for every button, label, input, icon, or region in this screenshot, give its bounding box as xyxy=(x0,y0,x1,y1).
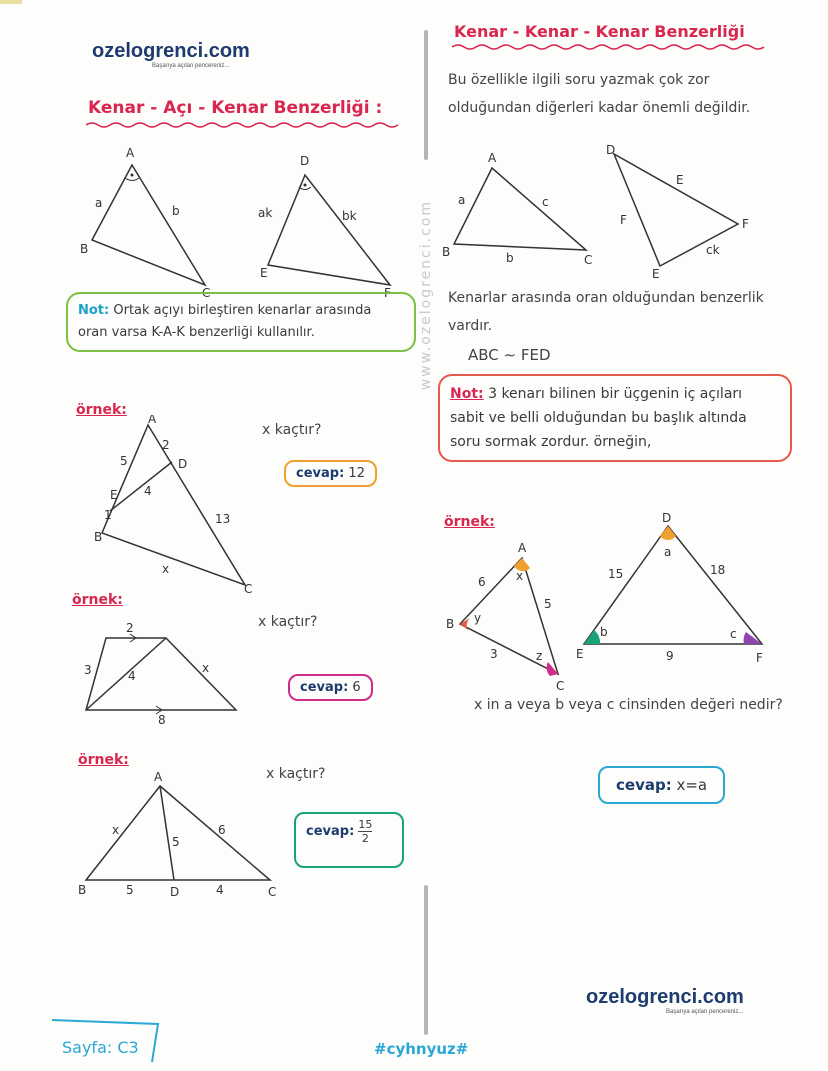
ex1-answer: 12 xyxy=(348,466,365,481)
right-ex-figure xyxy=(440,508,780,698)
left-note-label: Not: xyxy=(78,303,110,318)
rex-F: F xyxy=(756,651,763,665)
logo-tagline: Başarıya açılan pencereniz... xyxy=(152,63,230,69)
sss-A: A xyxy=(488,151,497,165)
logo-bottom-tagline: Başarıya açılan pencereniz... xyxy=(666,1009,744,1015)
label-E: E xyxy=(260,266,268,280)
sss-triangle-abc xyxy=(454,168,586,250)
ex1-5: 5 xyxy=(120,454,128,468)
ex3-C: C xyxy=(268,885,277,899)
sas-figure xyxy=(80,145,410,300)
ex2-3: 3 xyxy=(84,663,92,677)
rex-B: B xyxy=(446,617,455,631)
ex1-E: E xyxy=(110,488,118,502)
sss-D: D xyxy=(606,143,616,157)
triangle-abc xyxy=(92,165,205,285)
rex-x: x xyxy=(516,569,524,583)
ex3-5: 5 xyxy=(172,835,180,849)
sss-F-label: F xyxy=(742,217,749,231)
angle-a-mark xyxy=(125,178,139,181)
ex1-question: x kaçtır? xyxy=(262,422,322,438)
ex3-segment-ad xyxy=(160,786,174,880)
rex-C: C xyxy=(556,679,565,693)
ex3-answer-den: 2 xyxy=(361,832,369,845)
ex1-4: 4 xyxy=(144,484,152,498)
ex1-C: C xyxy=(244,582,253,595)
ex2-question: x kaçtır? xyxy=(258,614,318,630)
right-title-underline xyxy=(452,42,782,56)
ex2-trapezoid xyxy=(86,638,236,710)
left-title: Kenar - Açı - Kenar Benzerliği : xyxy=(88,98,383,118)
sss-c: c xyxy=(542,195,549,209)
ex1-answer-box xyxy=(284,460,377,487)
sss-C: C xyxy=(584,253,593,267)
right-ex-answer-box xyxy=(598,766,725,804)
label-B: B xyxy=(80,242,89,256)
ex3-figure xyxy=(74,770,289,902)
ex1-triangle xyxy=(102,425,245,585)
rex-b: b xyxy=(600,625,608,639)
ex1-D: D xyxy=(178,457,188,471)
sss-B: B xyxy=(442,245,451,259)
ex2-label: örnek: xyxy=(72,592,123,608)
label-a: a xyxy=(95,196,103,210)
divider-top xyxy=(424,30,428,160)
rex-5: 5 xyxy=(544,597,552,611)
rex-3: 3 xyxy=(490,647,498,661)
angle-d-mark xyxy=(299,187,311,190)
angle-d-dot xyxy=(304,184,307,187)
label-C: C xyxy=(202,286,211,300)
right-ex-answer-label: cevap: xyxy=(616,776,672,794)
ex2-answer-label: cevap: xyxy=(300,680,349,695)
rex-18: 18 xyxy=(710,563,726,577)
left-title-underline xyxy=(86,120,416,134)
rex-D: D xyxy=(662,511,672,525)
right-title: Kenar - Kenar - Kenar Benzerliği xyxy=(454,22,745,41)
ex2-8: 8 xyxy=(158,713,166,725)
ex2-answer-box xyxy=(288,674,373,701)
footer-tag: #cyhnyuz# xyxy=(374,1040,469,1058)
divider-bottom xyxy=(424,885,428,1035)
rex-A: A xyxy=(518,541,527,555)
ex1-figure xyxy=(90,415,265,595)
ex1-13: 13 xyxy=(215,512,231,526)
rex-E: E xyxy=(576,647,584,661)
left-note-text: Ortak açıyı birleştiren kenarlar arasında oran varsa K-A-K benzerliği kullanılır. xyxy=(78,303,372,340)
label-bk: bk xyxy=(342,209,357,223)
ex3-6: 6 xyxy=(218,823,226,837)
ex1-x: x xyxy=(162,562,170,576)
ex2-answer: 6 xyxy=(352,680,361,695)
angle-a-fill xyxy=(660,526,676,540)
label-ak: ak xyxy=(258,206,273,220)
page-number: Sayfa: C3 xyxy=(62,1038,139,1057)
ex3-A: A xyxy=(154,770,163,784)
label-D: D xyxy=(300,154,310,168)
right-ex-label: örnek: xyxy=(444,514,495,530)
ex3-4: 4 xyxy=(216,883,224,897)
ex1-B: B xyxy=(94,530,103,544)
ex3-question: x kaçtır? xyxy=(266,766,326,782)
sss-bk: F xyxy=(620,213,627,227)
angle-c-fill xyxy=(744,632,762,644)
ex1-segment-de xyxy=(110,462,172,511)
ex3-answer-num: 15 xyxy=(358,818,373,831)
label-F: F xyxy=(384,286,391,300)
rex-15: 15 xyxy=(608,567,624,581)
right-ex-question: x in a veya b veya c cinsinden değeri nedir? xyxy=(474,697,783,713)
rex-y: y xyxy=(474,611,482,625)
ex1-2: 2 xyxy=(162,438,170,452)
right-note xyxy=(438,374,792,462)
right-note-label: Not: xyxy=(450,386,484,402)
ex2-4: 4 xyxy=(128,669,136,683)
ex2-figure xyxy=(78,620,248,725)
logo-top xyxy=(92,40,250,69)
left-note xyxy=(66,292,416,352)
label-A: A xyxy=(126,146,135,160)
logo-text: ozelogrenci.com xyxy=(92,40,250,62)
sss-b: b xyxy=(506,251,514,265)
right-ratio-text: Kenarlar arasında oran olduğundan benzerlik vardır. xyxy=(448,290,764,334)
right-intro: Bu özellikle ilgili soru yazmak çok zor olduğundan diğerleri kadar önemli değildir. xyxy=(448,72,751,116)
ex3-D: D xyxy=(170,885,180,899)
ex1-label: örnek: xyxy=(76,402,127,418)
ex3-label: örnek: xyxy=(78,752,129,768)
sss-E-label: E xyxy=(652,267,660,281)
sss-figure xyxy=(440,142,760,282)
sss-a: a xyxy=(458,193,466,207)
ex3-5b: 5 xyxy=(126,883,134,897)
logo-bottom-text: ozelogrenci.com xyxy=(586,986,744,1008)
triangle-def xyxy=(268,175,390,285)
ex1-A: A xyxy=(148,415,157,426)
label-b: b xyxy=(172,204,180,218)
angle-a-dot xyxy=(131,174,134,177)
right-similarity: ABC ∼ FED xyxy=(468,346,551,364)
ex3-answer-label: cevap: xyxy=(306,824,355,839)
rex-z: z xyxy=(536,649,543,663)
rex-9: 9 xyxy=(666,649,674,663)
ex2-diagonal xyxy=(86,638,166,710)
right-ex-answer: x=a xyxy=(676,776,708,794)
ex3-answer-fraction xyxy=(358,818,372,845)
rex-a: a xyxy=(664,545,672,559)
ex2-x: x xyxy=(202,661,210,675)
logo-bottom xyxy=(586,986,744,1015)
rex-c: c xyxy=(730,627,737,641)
ex1-answer-label: cevap: xyxy=(296,466,345,481)
sss-ak: ck xyxy=(706,243,720,257)
rex-6: 6 xyxy=(478,575,486,589)
ex2-2: 2 xyxy=(126,621,134,635)
ex3-x: x xyxy=(112,823,120,837)
ex3-answer-box xyxy=(294,812,404,868)
ex3-B: B xyxy=(78,883,87,897)
sss-ck: E xyxy=(676,173,684,187)
ex1-1: 1 xyxy=(104,508,112,522)
corner-mark xyxy=(0,0,22,4)
right-note-text: 3 kenarı bilinen bir üçgenin iç açıları sabit ve belli olduğundan bu başlık altında soru sormak zordur. örneğin, xyxy=(450,386,747,450)
watermark: www.ozelogrenci.com xyxy=(418,200,434,391)
